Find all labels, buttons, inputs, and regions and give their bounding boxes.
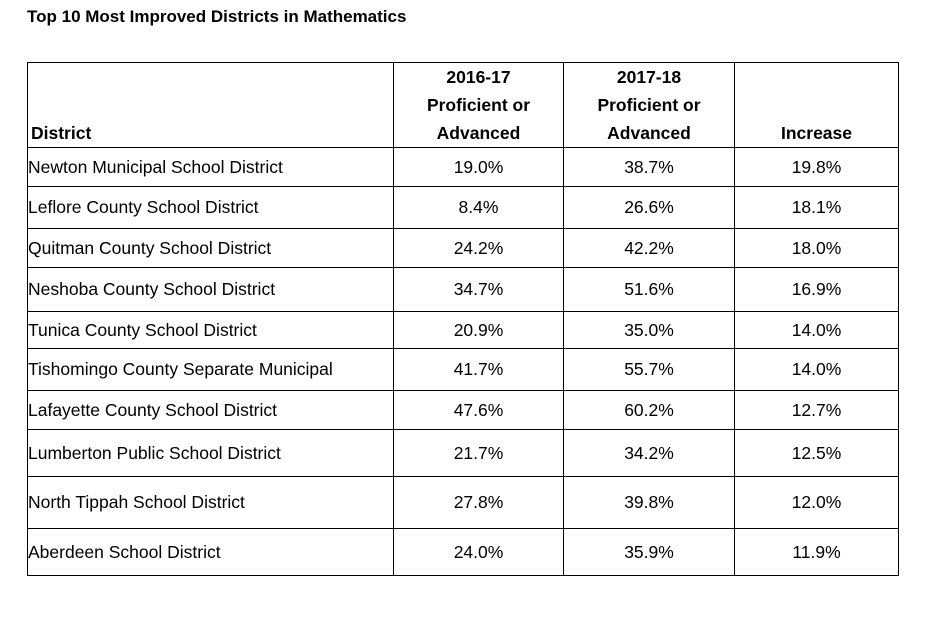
percent-2017-18-cell: 39.8% bbox=[564, 477, 735, 529]
percent-2017-18-cell: 26.6% bbox=[564, 187, 735, 229]
percent-2016-17-cell: 21.7% bbox=[394, 430, 564, 477]
increase-cell: 12.5% bbox=[735, 430, 899, 477]
percent-2017-18-cell: 34.2% bbox=[564, 430, 735, 477]
increase-cell: 19.8% bbox=[735, 148, 899, 187]
table-row bbox=[28, 529, 899, 576]
table-row bbox=[28, 391, 899, 430]
table-row bbox=[28, 430, 899, 477]
header-line: Advanced bbox=[436, 123, 521, 143]
percent-2016-17-cell: 47.6% bbox=[394, 391, 564, 430]
percent-2016-17-cell: 8.4% bbox=[394, 187, 564, 229]
table-row bbox=[28, 268, 899, 312]
percent-2017-18-cell: 60.2% bbox=[564, 391, 735, 430]
increase-cell: 12.0% bbox=[735, 477, 899, 529]
header-row bbox=[28, 63, 899, 148]
district-cell: Lumberton Public School District bbox=[28, 430, 394, 477]
percent-2016-17-cell: 24.2% bbox=[394, 229, 564, 268]
increase-cell: 16.9% bbox=[735, 268, 899, 312]
increase-cell: 14.0% bbox=[735, 349, 899, 391]
percent-2016-17-cell: 20.9% bbox=[394, 312, 564, 349]
district-cell: Tishomingo County Separate Municipal bbox=[28, 349, 394, 391]
column-header-2016-17 bbox=[394, 63, 564, 148]
table-row bbox=[28, 148, 899, 187]
header-line: Proficient or bbox=[597, 95, 701, 115]
district-cell: North Tippah School District bbox=[28, 477, 394, 529]
percent-2017-18-cell: 38.7% bbox=[564, 148, 735, 187]
header-line: 2017-18 bbox=[616, 67, 682, 87]
table-row bbox=[28, 187, 899, 229]
table-row bbox=[28, 229, 899, 268]
header-line: Proficient or bbox=[426, 95, 531, 115]
percent-2016-17-cell: 27.8% bbox=[394, 477, 564, 529]
percent-2017-18-cell: 55.7% bbox=[564, 349, 735, 391]
table-title: Top 10 Most Improved Districts in Mathematics bbox=[27, 7, 407, 26]
percent-2016-17-cell: 41.7% bbox=[394, 349, 564, 391]
district-cell: Tunica County School District bbox=[28, 312, 394, 349]
table-row bbox=[28, 477, 899, 529]
increase-cell: 12.7% bbox=[735, 391, 899, 430]
district-cell: Newton Municipal School District bbox=[28, 148, 394, 187]
increase-cell: 11.9% bbox=[735, 529, 899, 576]
table-row bbox=[28, 312, 899, 349]
percent-2016-17-cell: 24.0% bbox=[394, 529, 564, 576]
district-cell: Leflore County School District bbox=[28, 187, 394, 229]
column-header-2017-18 bbox=[564, 63, 735, 148]
district-cell: Neshoba County School District bbox=[28, 268, 394, 312]
header-line: 2016-17 bbox=[446, 67, 511, 87]
district-cell: Lafayette County School District bbox=[28, 391, 394, 430]
district-cell: Quitman County School District bbox=[28, 229, 394, 268]
percent-2017-18-cell: 42.2% bbox=[564, 229, 735, 268]
percent-2017-18-cell: 51.6% bbox=[564, 268, 735, 312]
header-line: Advanced bbox=[607, 123, 691, 143]
percent-2016-17-cell: 34.7% bbox=[394, 268, 564, 312]
percent-2016-17-cell: 19.0% bbox=[394, 148, 564, 187]
table-row bbox=[28, 349, 899, 391]
increase-cell: 18.0% bbox=[735, 229, 899, 268]
column-header-district: District bbox=[28, 63, 394, 148]
increase-cell: 14.0% bbox=[735, 312, 899, 349]
percent-2017-18-cell: 35.9% bbox=[564, 529, 735, 576]
district-cell: Aberdeen School District bbox=[28, 529, 394, 576]
column-header-increase: Increase bbox=[735, 63, 899, 148]
increase-cell: 18.1% bbox=[735, 187, 899, 229]
percent-2017-18-cell: 35.0% bbox=[564, 312, 735, 349]
districts-table bbox=[27, 62, 899, 576]
